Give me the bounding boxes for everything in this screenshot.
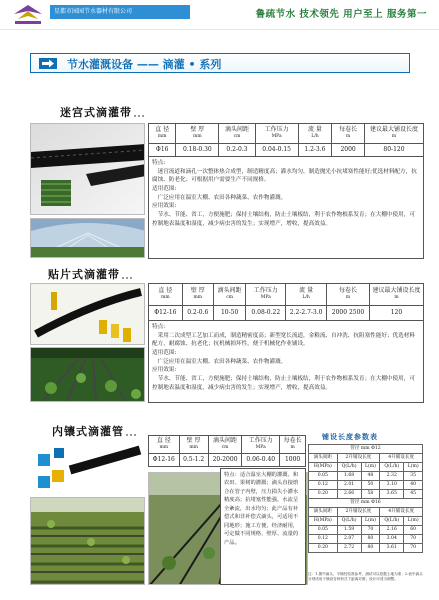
data-cell: 0.18-0.30 [176,144,219,157]
data-cell: 2000 2500 [327,306,370,321]
data-cell: 1.2-3.6 [298,144,332,157]
header-cell: 直 径 mm [149,284,183,306]
header-cell: 滴头间距 cm [208,436,242,454]
greenhouse-image [30,218,145,258]
data-cell: 0.04-0.15 [255,144,298,157]
header-cell: 4升铺设长度 [380,454,423,463]
data-cell: 80-120 [364,144,423,157]
header-cell: 壁 厚 mm [179,436,208,454]
crop-field-image [30,497,145,585]
data-cell: 0.2-0.6 [182,306,213,321]
unit-cell: Q(L/h) [337,463,361,472]
header-cell: 滴头间距 [309,454,338,463]
data-cell: 1.59 [337,526,361,535]
data-cell: 70 [404,544,423,553]
header-cell: 壁 厚 mm [176,124,219,144]
unit-cell: Q(L/h) [380,463,404,472]
section-heading-text: 内镶式滴灌管 [52,425,124,438]
data-cell: 0.12 [309,535,338,544]
header-cell: 直 径 mm [149,436,180,454]
data-cell: Φ16 [149,144,176,157]
dotted-tail [122,271,132,279]
description-cell [149,321,424,403]
data-cell: 0.5-1.2 [179,454,208,467]
data-cell: 2.01 [337,481,361,490]
reference-note: 注：1.图中滴头、平铺经验准参考，测试可以依据土地为准；2.表中滴头分别适用于铺设各种形式下距离对照；设计可适当调整。 [308,572,423,581]
data-cell: 0.08-0.22 [246,306,286,321]
data-cell: 45 [404,490,423,499]
data-cell: 58 [361,490,380,499]
header-cell: 壁 厚 mm [182,284,213,306]
header-cell: 流 量 L/h [298,124,332,144]
data-cell: 2.07 [337,535,361,544]
data-cell: 1000 [280,454,306,467]
data-cell: 3.61 [380,544,404,553]
desc-line: 应用效果: [152,203,177,210]
data-cell: 0.20 [309,544,338,553]
data-cell: 2.32 [380,472,404,481]
data-cell: 3.10 [380,481,404,490]
section-heading-inline [52,423,136,439]
data-cell: 2.16 [380,526,404,535]
header-cell: 2升铺设长度 [337,454,380,463]
desc-line: 广泛应用在温室大棚、农田各种蔬菜、农作物灌溉。 [152,194,287,201]
company-name: 星都市园园节水器材有限公司 [50,5,190,19]
header-cell: 工作压力 MPa [242,436,280,454]
header-cell: 直 径 mm [149,124,176,144]
header-cell: 每卷长 m [280,436,306,454]
data-cell: 2000 [332,144,365,157]
header-cell: 工作压力 MPa [255,124,298,144]
desc-line: 适用范围: [152,185,177,192]
header-cell: 每卷长 m [332,124,365,144]
group-header: 管径 mm Φ16 [309,499,423,508]
desc-line: 节水、节能、省工，方便施肥；保持土壤结构，防止土壤板结，利于农作物根系发育；在大棚中使用，可控制地表温度和湿度，减少病虫害的发生；实现增产，增收，提高效益。 [152,211,415,227]
page-title-bar [30,53,410,73]
data-cell: 0.20 [309,490,338,499]
data-cell: 1.68 [337,472,361,481]
header-cell: 滴头间距 cm [213,284,246,306]
data-cell: 0.06-0.40 [242,454,280,467]
maze-tape-image [30,123,145,215]
data-cell: 0.2-0.3 [219,144,255,157]
unit-cell: L(m) [404,463,423,472]
description-cell [149,157,424,259]
desc-line: 广泛应用在温室大棚、农田各种蔬菜、农作物灌溉。 [152,358,287,365]
data-cell: 3.65 [380,490,404,499]
header-cell: 4升铺设长度 [380,508,423,517]
data-cell: 0.05 [309,526,338,535]
desc-line: 特点: [152,160,166,166]
patch-tape-image [30,283,145,345]
dotted-tail [126,428,136,436]
group-header: 管径 mm Φ12 [309,445,423,454]
header-cell: 滴头间距 cm [219,124,255,144]
unit-cell: H(MPa) [309,517,338,526]
patch-spec-table [148,283,424,403]
data-cell: 0.05 [309,472,338,481]
data-cell: 20-2000 [208,454,242,467]
unit-cell: L(m) [404,517,423,526]
header-cell: 每卷长 m [327,284,370,306]
arrow-right-icon [39,58,57,69]
reference-table [308,444,423,553]
data-cell: 50 [361,481,380,490]
desc-line: 适用范围: [152,349,177,356]
data-cell: 2.66 [337,490,361,499]
header-cell: 滴头间距 [309,508,338,517]
maze-spec-table [148,123,424,259]
data-cell: 80 [361,535,380,544]
field-rows-image [30,347,145,402]
unit-cell: H(MPa) [309,463,338,472]
section-heading-text: 贴片式滴灌带 [48,268,120,281]
data-cell: 0.12 [309,481,338,490]
data-cell: 2.2-2.7-3.0 [286,306,327,321]
section-heading-patch [48,266,132,282]
slogan: 鲁疏节水 技术领先 用户至上 服务第一 [255,9,427,20]
data-cell: 35 [404,472,423,481]
desc-line: 采用二次成型工艺加工而成，制造精密度高；新型宽长流道，金粮流、自冲洗、抗阻塞性能好；优选材料配方，耐腐蚀、抗老化；抗机械损坏性，便于机械化作业铺设。 [152,332,415,348]
page-title: 节水灌溉设备 —— 滴灌 • 系列 [67,58,222,71]
inline-description: 特点：适合温室大棚的灌溉、和农田、果树的灌溉；滴头直接熔合在管子内壁，压力损失小灌水精度高；抗堵塞性能强，水流呈全紊流，出水均匀；此产品有补偿式和非补偿式滴头，可适用不同地形；施工方便，经济耐用，可定做不同规格、壁厚、流量的产品。 [220,468,306,585]
section-heading-maze [60,104,144,120]
data-cell: Φ12-16 [149,454,180,467]
page-header [0,0,439,30]
desc-line: 迷宫流道和滴孔一次整体热合成型，制造精度高；灌水均匀，制造抛光小抗堵塞性能好;优选材料配方，抗腐蚀、防老化；可根据用户需要生产不同规格。 [152,168,417,184]
data-cell: 40 [404,481,423,490]
unit-cell: L(m) [361,517,380,526]
inline-spec-table [148,435,306,467]
data-cell: 80 [361,544,380,553]
data-cell: 60 [404,526,423,535]
reference-title: 铺设长度参数表 [322,432,378,441]
data-cell: 120 [369,306,423,321]
header-cell: 建议最大铺设长度 m [369,284,423,306]
data-cell: 10-50 [213,306,246,321]
data-cell: 48 [361,472,380,481]
desc-line: 应用效果: [152,367,177,374]
header-cell: 流 量 L/h [286,284,327,306]
inline-pipe-image [30,440,145,495]
desc-line: 节水、节能、省工，方便施肥；保持土壤结构，防止土壤板结，利于农作物根系发育；在大棚中使用，可控制地表温度和湿度，减少病虫害的发生；实现增产，增收，提高效益。 [152,375,415,391]
section-heading-text: 迷宫式滴灌带 [60,106,132,119]
company-logo [9,2,47,26]
desc-line: 特点: [152,324,166,330]
header-cell: 2升铺设长度 [337,508,380,517]
data-cell: 70 [404,535,423,544]
header-cell: 工作压力 MPa [246,284,286,306]
data-cell: 3.04 [380,535,404,544]
unit-cell: L(m) [361,463,380,472]
data-cell: Φ12-16 [149,306,183,321]
unit-cell: Q(L/h) [337,517,361,526]
data-cell: 70 [361,526,380,535]
unit-cell: Q(L/h) [380,517,404,526]
header-cell: 建议最大铺设长度 m [364,124,423,144]
dotted-tail [134,109,144,117]
data-cell: 2.72 [337,544,361,553]
